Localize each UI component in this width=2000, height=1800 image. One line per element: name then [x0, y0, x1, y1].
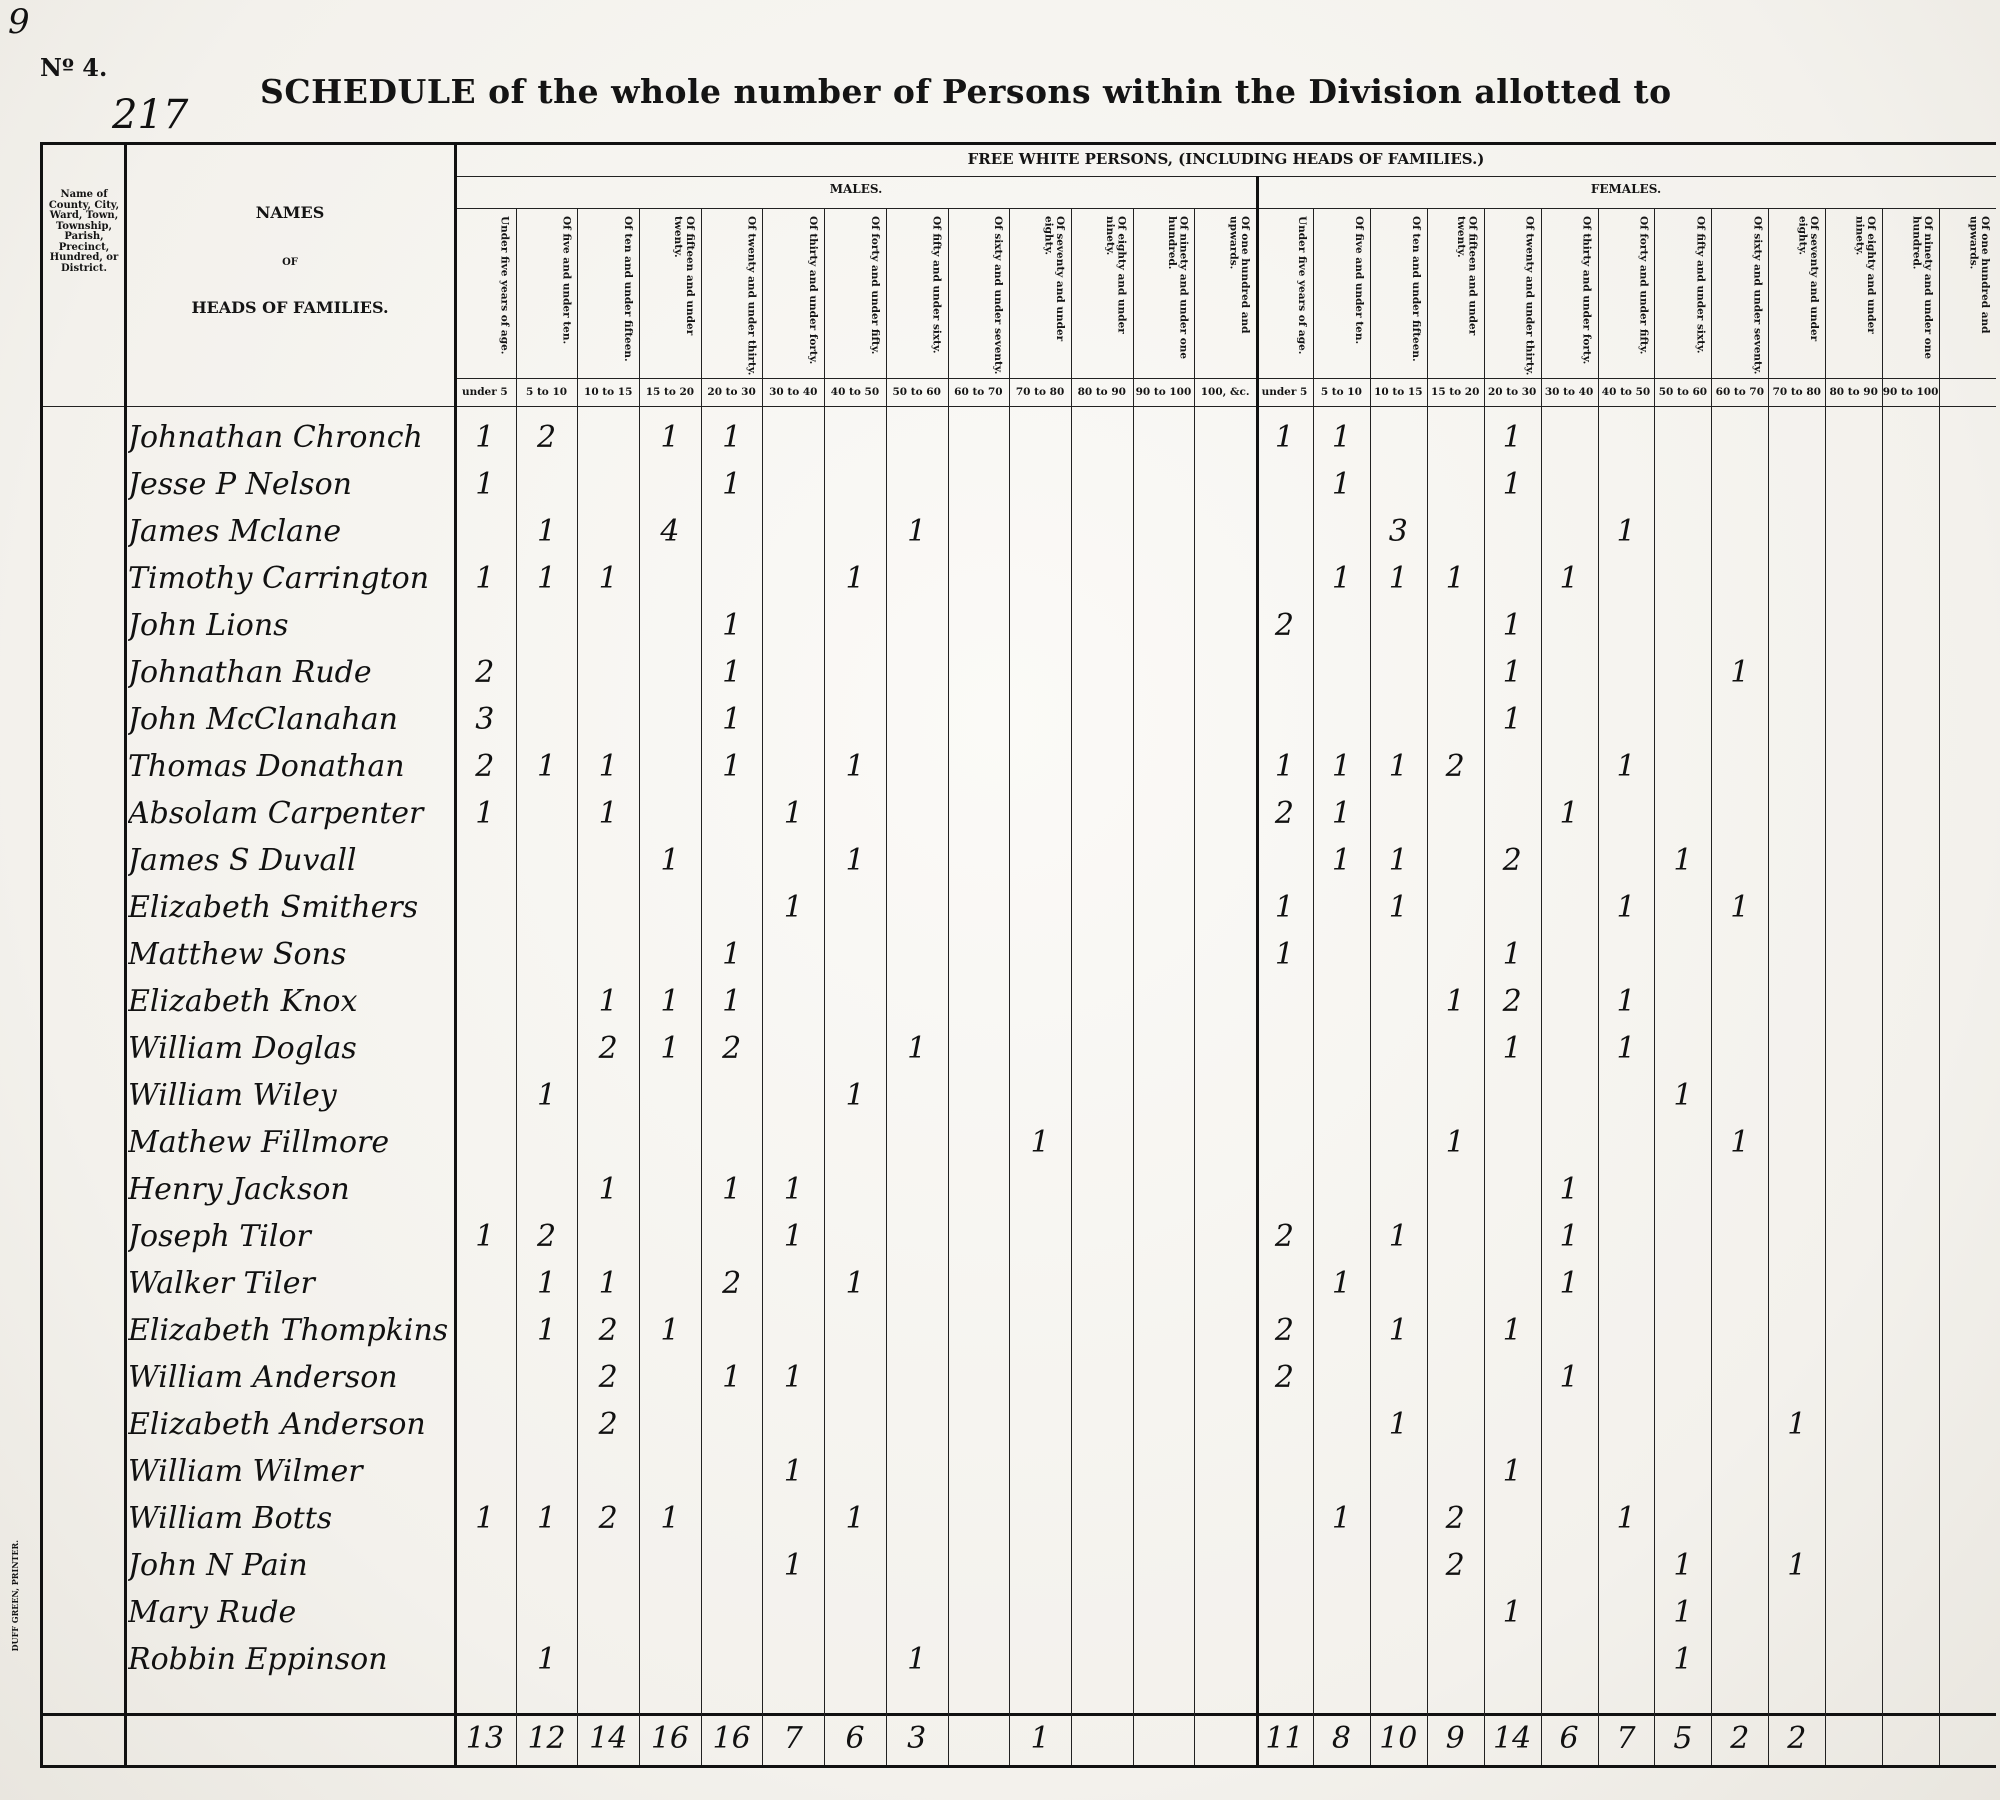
female-column-desc: Of sixty and under seventy.	[1751, 216, 1764, 375]
male-total: 3	[907, 1721, 927, 1756]
head-of-family-name: William Wiley	[128, 1078, 337, 1113]
male-count: 2	[598, 1501, 618, 1536]
head-of-family-name: William Doglas	[128, 1031, 357, 1066]
female-column-desc: Of fifteen and under twenty.	[1455, 216, 1479, 336]
male-count: 1	[660, 984, 680, 1019]
male-column-range: 40 to 50	[830, 386, 880, 398]
female-count: 1	[1445, 984, 1465, 1019]
female-count: 1	[1445, 561, 1465, 596]
male-column-desc: Of seventy and under eighty.	[1042, 216, 1066, 342]
female-total: 6	[1559, 1721, 1579, 1756]
column-rule	[1071, 208, 1072, 1765]
head-of-family-name: Elizabeth Smithers	[128, 890, 419, 925]
male-count: 1	[845, 1501, 865, 1536]
male-count: 1	[845, 561, 865, 596]
names-header-line3: HEADS OF FAMILIES.	[191, 298, 389, 317]
female-total: 2	[1787, 1721, 1807, 1756]
table-top-rule	[40, 142, 1996, 145]
male-count: 1	[536, 1266, 557, 1301]
head-of-family-name: Elizabeth Knox	[128, 984, 358, 1019]
male-count: 1	[722, 937, 742, 972]
male-column-desc: Of eighty and under ninety.	[1104, 216, 1128, 334]
male-count: 1	[660, 843, 680, 878]
male-count: 1	[845, 1078, 865, 1113]
head-of-family-name: Timothy Carrington	[128, 561, 430, 596]
female-total: 14	[1493, 1721, 1532, 1756]
female-count: 1	[1388, 843, 1408, 878]
column-rule	[1939, 208, 1940, 1765]
female-count: 1	[1388, 1407, 1408, 1442]
female-count: 1	[1331, 561, 1351, 596]
male-total: 14	[589, 1721, 628, 1756]
male-count: 2	[722, 1266, 742, 1301]
head-of-family-name: Elizabeth Anderson	[128, 1407, 426, 1442]
female-count: 1	[1388, 749, 1408, 784]
male-count: 2	[598, 1407, 618, 1442]
male-count: 2	[722, 1031, 742, 1066]
female-count: 1	[1502, 1595, 1522, 1630]
male-column-range: 100, &c.	[1200, 386, 1250, 398]
female-count: 1	[1502, 1454, 1522, 1489]
male-count: 1	[536, 749, 557, 784]
female-column-range: 10 to 15	[1374, 386, 1423, 398]
header-bottom-rule	[40, 406, 1996, 407]
female-count: 1	[1673, 843, 1693, 878]
female-column-desc: Of forty and under fifty.	[1637, 216, 1650, 355]
male-count: 2	[598, 1313, 618, 1348]
male-column-range: 60 to 70	[954, 386, 1003, 398]
head-of-family-name: John Lions	[128, 608, 289, 643]
head-of-family-name: Walker Tiler	[128, 1266, 315, 1301]
female-column-desc: Of one hundred and upwards.	[1967, 216, 1991, 334]
female-count: 1	[1331, 420, 1351, 455]
sex-rule	[454, 208, 1996, 209]
column-rule	[1825, 208, 1826, 1765]
male-count: 1	[783, 890, 803, 925]
female-total: 2	[1730, 1721, 1750, 1756]
male-count: 3	[475, 702, 495, 737]
male-count: 1	[783, 1360, 803, 1395]
male-count: 1	[783, 1454, 803, 1489]
head-of-family-name: Matthew Sons	[128, 937, 347, 972]
female-count: 1	[1331, 1501, 1351, 1536]
female-count: 1	[1502, 702, 1522, 737]
male-column-desc: Of five and under ten.	[560, 216, 573, 345]
female-count: 2	[1445, 1548, 1465, 1583]
female-count: 1	[1331, 1266, 1351, 1301]
head-of-family-name: Mary Rude	[128, 1595, 297, 1630]
female-count: 1	[1730, 1125, 1750, 1160]
page-title: SCHEDULE of the whole number of Persons within the Division allotted to	[260, 72, 1672, 111]
female-column-range	[1939, 380, 1996, 404]
male-count: 1	[598, 561, 618, 596]
female-count: 1	[1445, 1125, 1465, 1160]
male-column-desc: Under five years of age.	[498, 216, 511, 355]
female-column-desc: Of ten and under fifteen.	[1409, 216, 1422, 362]
female-count: 1	[1331, 749, 1351, 784]
male-count: 1	[536, 1078, 557, 1113]
male-column-desc: Of sixty and under seventy.	[992, 216, 1005, 375]
female-count: 1	[1673, 1595, 1693, 1630]
column-rule	[762, 208, 763, 1765]
male-count: 1	[475, 1501, 495, 1536]
male-column-desc: Of ten and under fifteen.	[622, 216, 635, 362]
group-header: FREE WHITE PERSONS, (INCLUDING HEADS OF FAMILIES.)	[967, 150, 1485, 168]
female-count: 1	[1388, 890, 1408, 925]
female-column-range: 40 to 50	[1601, 386, 1651, 398]
male-count: 1	[907, 1031, 927, 1066]
female-count: 1	[1673, 1548, 1693, 1583]
female-column-desc: Of thirty and under forty.	[1580, 216, 1593, 365]
female-column-desc: Of twenty and under thirty.	[1523, 216, 1536, 376]
male-total: 1	[1030, 1721, 1050, 1756]
male-count: 1	[660, 420, 680, 455]
sheet-number: Nº 4.	[40, 53, 108, 82]
male-count: 1	[475, 420, 495, 455]
column-rule	[1541, 208, 1542, 1765]
female-total: 9	[1445, 1721, 1465, 1756]
female-count: 2	[1274, 608, 1294, 643]
female-column-range: 60 to 70	[1715, 386, 1765, 398]
male-count: 1	[722, 1172, 742, 1207]
head-of-family-name: Johnathan Chronch	[128, 420, 423, 455]
male-count: 2	[536, 1219, 557, 1254]
female-column-range: 5 to 10	[1320, 386, 1362, 398]
head-of-family-name: John N Pain	[128, 1548, 308, 1583]
male-count: 1	[845, 1266, 865, 1301]
female-count: 1	[1559, 796, 1579, 831]
male-count: 1	[722, 420, 742, 455]
head-of-family-name: Mathew Fillmore	[128, 1125, 390, 1160]
female-column-desc: Of eighty and under ninety.	[1853, 216, 1878, 334]
male-column-desc: Of forty and under fifty.	[868, 216, 881, 355]
female-count: 2	[1502, 984, 1522, 1019]
female-count: 1	[1730, 655, 1750, 690]
male-count: 1	[783, 796, 803, 831]
male-count: 1	[660, 1031, 680, 1066]
head-of-family-name: Thomas Donathan	[128, 749, 405, 784]
female-count: 3	[1388, 514, 1408, 549]
male-count: 1	[722, 608, 742, 643]
female-count: 1	[1331, 796, 1351, 831]
head-of-family-name: Absolam Carpenter	[128, 796, 424, 831]
female-count: 1	[1388, 1313, 1408, 1348]
male-count: 1	[722, 749, 742, 784]
female-count: 2	[1274, 1360, 1294, 1395]
female-count: 1	[1274, 420, 1294, 455]
male-column-desc: Of one hundred and upwards.	[1227, 216, 1251, 334]
male-count: 1	[598, 984, 618, 1019]
male-column-range: 30 to 40	[769, 386, 818, 398]
male-count: 1	[475, 467, 495, 502]
male-count: 2	[475, 749, 495, 784]
female-column-desc: Of ninety and under one hundred.	[1910, 216, 1935, 360]
female-count: 1	[1502, 608, 1522, 643]
group-rule	[454, 176, 1996, 177]
male-total: 16	[712, 1721, 751, 1756]
male-count: 1	[475, 561, 495, 596]
female-count: 1	[1502, 1031, 1522, 1066]
male-column-desc: Of fifty and under sixty.	[930, 216, 943, 354]
female-total: 5	[1673, 1721, 1693, 1756]
head-of-family-name: Johnathan Rude	[128, 655, 372, 690]
male-count: 1	[722, 1360, 742, 1395]
head-of-family-name: Henry Jackson	[128, 1172, 350, 1207]
female-count: 1	[1502, 467, 1522, 502]
table-bottom-rule	[40, 1765, 1996, 1768]
male-count: 1	[845, 843, 865, 878]
column-rule	[948, 208, 949, 1765]
female-count: 1	[1559, 1172, 1579, 1207]
female-count: 1	[1616, 984, 1636, 1019]
male-count: 4	[660, 514, 680, 549]
female-column-range: 90 to 100	[1882, 386, 1939, 398]
head-of-family-name: William Wilmer	[128, 1454, 363, 1489]
female-total: 7	[1616, 1721, 1636, 1756]
female-count: 2	[1274, 1313, 1294, 1348]
head-of-family-name: William Anderson	[128, 1360, 398, 1395]
male-column-range: under 5	[461, 386, 508, 398]
female-total: 11	[1265, 1721, 1304, 1756]
male-count: 2	[475, 655, 495, 690]
male-total: 16	[650, 1721, 689, 1756]
male-column-range: 20 to 30	[707, 386, 756, 398]
female-count: 2	[1502, 843, 1522, 878]
male-count: 1	[722, 467, 742, 502]
range-rule	[454, 378, 1996, 379]
male-column-desc: Of fifteen and under twenty.	[672, 216, 696, 336]
female-count: 1	[1616, 514, 1636, 549]
males-label: MALES.	[829, 182, 883, 196]
male-column-range: 5 to 10	[525, 386, 568, 398]
male-count: 1	[598, 1266, 618, 1301]
head-of-family-name: John McClanahan	[128, 702, 398, 737]
male-column-range: 15 to 20	[645, 386, 695, 398]
female-column-range: 80 to 90	[1829, 386, 1878, 398]
male-total: 12	[527, 1721, 566, 1756]
female-count: 1	[1502, 937, 1522, 972]
column-rule	[1711, 208, 1712, 1765]
column-rule	[1654, 208, 1655, 1765]
male-count: 1	[907, 1642, 927, 1677]
male-count: 1	[783, 1172, 803, 1207]
female-column-desc: Under five years of age.	[1295, 216, 1308, 355]
male-column-range: 70 to 80	[1015, 386, 1065, 398]
female-column-range: 70 to 80	[1772, 386, 1821, 398]
female-count: 1	[1388, 561, 1408, 596]
male-column-range: 80 to 90	[1077, 386, 1126, 398]
first-column-label: Name of County, City, Ward, Town, Township, Parish, Precinct, Hundred, or District.	[48, 189, 120, 274]
male-count: 2	[598, 1031, 618, 1066]
head-of-family-name: William Botts	[128, 1501, 333, 1536]
female-count: 2	[1445, 1501, 1465, 1536]
female-count: 1	[1616, 890, 1636, 925]
female-column-range: 15 to 20	[1431, 386, 1480, 398]
male-count: 1	[536, 1642, 557, 1677]
column-rule	[1370, 208, 1371, 1765]
totals-rule	[40, 1713, 1996, 1716]
female-count: 1	[1559, 1219, 1579, 1254]
female-column-desc: Of five and under ten.	[1352, 216, 1365, 345]
head-of-family-name: Jesse P Nelson	[128, 467, 352, 502]
female-column-range: under 5	[1261, 386, 1308, 398]
male-count: 1	[907, 514, 927, 549]
column-rule	[1009, 208, 1010, 1765]
male-column-range: 50 to 60	[892, 386, 941, 398]
male-count: 2	[598, 1360, 618, 1395]
printer-credit: DUFF GREEN, PRINTER.	[10, 1540, 20, 1652]
left-border	[40, 142, 43, 1765]
female-total: 10	[1379, 1721, 1418, 1756]
head-of-family-name: Elizabeth Thompkins	[128, 1313, 448, 1348]
male-total: 6	[845, 1721, 865, 1756]
page-number: 217	[112, 92, 189, 138]
male-count: 1	[722, 702, 742, 737]
male-count: 1	[660, 1501, 680, 1536]
male-count: 2	[536, 420, 557, 455]
female-count: 1	[1616, 1501, 1636, 1536]
female-count: 2	[1274, 1219, 1294, 1254]
female-count: 2	[1274, 796, 1294, 831]
female-column-range: 50 to 60	[1658, 386, 1708, 398]
male-count: 1	[536, 1501, 557, 1536]
male-total: 13	[465, 1721, 504, 1756]
female-count: 1	[1502, 420, 1522, 455]
female-total: 8	[1331, 1721, 1351, 1756]
head-of-family-name: James Mclane	[128, 514, 342, 549]
female-count: 1	[1331, 843, 1351, 878]
female-count: 1	[1787, 1548, 1807, 1583]
male-column-range: 90 to 100	[1135, 386, 1192, 398]
female-column-desc: Of seventy and under eighty.	[1796, 216, 1821, 342]
column-rule	[886, 208, 887, 1765]
females-label: FEMALES.	[1590, 182, 1662, 196]
column-rule	[1768, 208, 1769, 1765]
male-count: 1	[722, 984, 742, 1019]
female-count: 1	[1274, 890, 1294, 925]
male-count: 1	[598, 749, 618, 784]
male-count: 1	[475, 1219, 495, 1254]
male-count: 1	[660, 1313, 680, 1348]
female-count: 1	[1502, 1313, 1522, 1348]
male-count: 1	[598, 796, 618, 831]
female-count: 1	[1502, 655, 1522, 690]
female-column-desc: Of fifty and under sixty.	[1694, 216, 1707, 354]
names-header-line2: OF	[282, 257, 298, 268]
female-count: 1	[1559, 1360, 1579, 1395]
female-count: 2	[1445, 749, 1465, 784]
female-count: 1	[1559, 561, 1579, 596]
female-count: 1	[1616, 749, 1636, 784]
male-column-desc: Of thirty and under forty.	[807, 216, 820, 365]
female-count: 1	[1673, 1642, 1693, 1677]
female-count: 1	[1559, 1266, 1579, 1301]
female-count: 1	[1787, 1407, 1807, 1442]
female-count: 1	[1388, 1219, 1408, 1254]
female-count: 1	[1673, 1078, 1693, 1113]
male-count: 1	[783, 1219, 803, 1254]
male-column-desc: Of ninety and under one hundred.	[1165, 216, 1190, 360]
male-column-desc: Of twenty and under thirty.	[745, 216, 758, 376]
female-count: 1	[1274, 937, 1294, 972]
column-rule	[1194, 208, 1195, 1765]
district-divider	[124, 142, 127, 1765]
head-of-family-name: Joseph Tilor	[128, 1219, 311, 1254]
male-total: 7	[783, 1721, 803, 1756]
female-column-range: 30 to 40	[1544, 386, 1594, 398]
male-count: 1	[536, 1313, 557, 1348]
male-count: 1	[536, 561, 557, 596]
male-count: 1	[783, 1548, 803, 1583]
names-header-line1: NAMES	[255, 203, 325, 222]
head-of-family-name: James S Duvall	[128, 843, 357, 878]
female-count: 1	[1616, 1031, 1636, 1066]
column-rule	[1133, 208, 1134, 1765]
male-count: 1	[845, 749, 865, 784]
male-count: 1	[722, 655, 742, 690]
male-count: 1	[598, 1172, 618, 1207]
male-count: 1	[536, 514, 557, 549]
female-count: 1	[1274, 749, 1294, 784]
female-count: 1	[1730, 890, 1750, 925]
column-rule	[1882, 208, 1883, 1765]
male-count: 1	[475, 796, 495, 831]
male-count: 1	[1030, 1125, 1050, 1160]
head-of-family-name: Robbin Eppinson	[128, 1642, 388, 1677]
corner-mark: 9	[8, 2, 30, 42]
female-count: 1	[1331, 467, 1351, 502]
female-column-range: 20 to 30	[1487, 386, 1537, 398]
male-column-range: 10 to 15	[584, 386, 633, 398]
